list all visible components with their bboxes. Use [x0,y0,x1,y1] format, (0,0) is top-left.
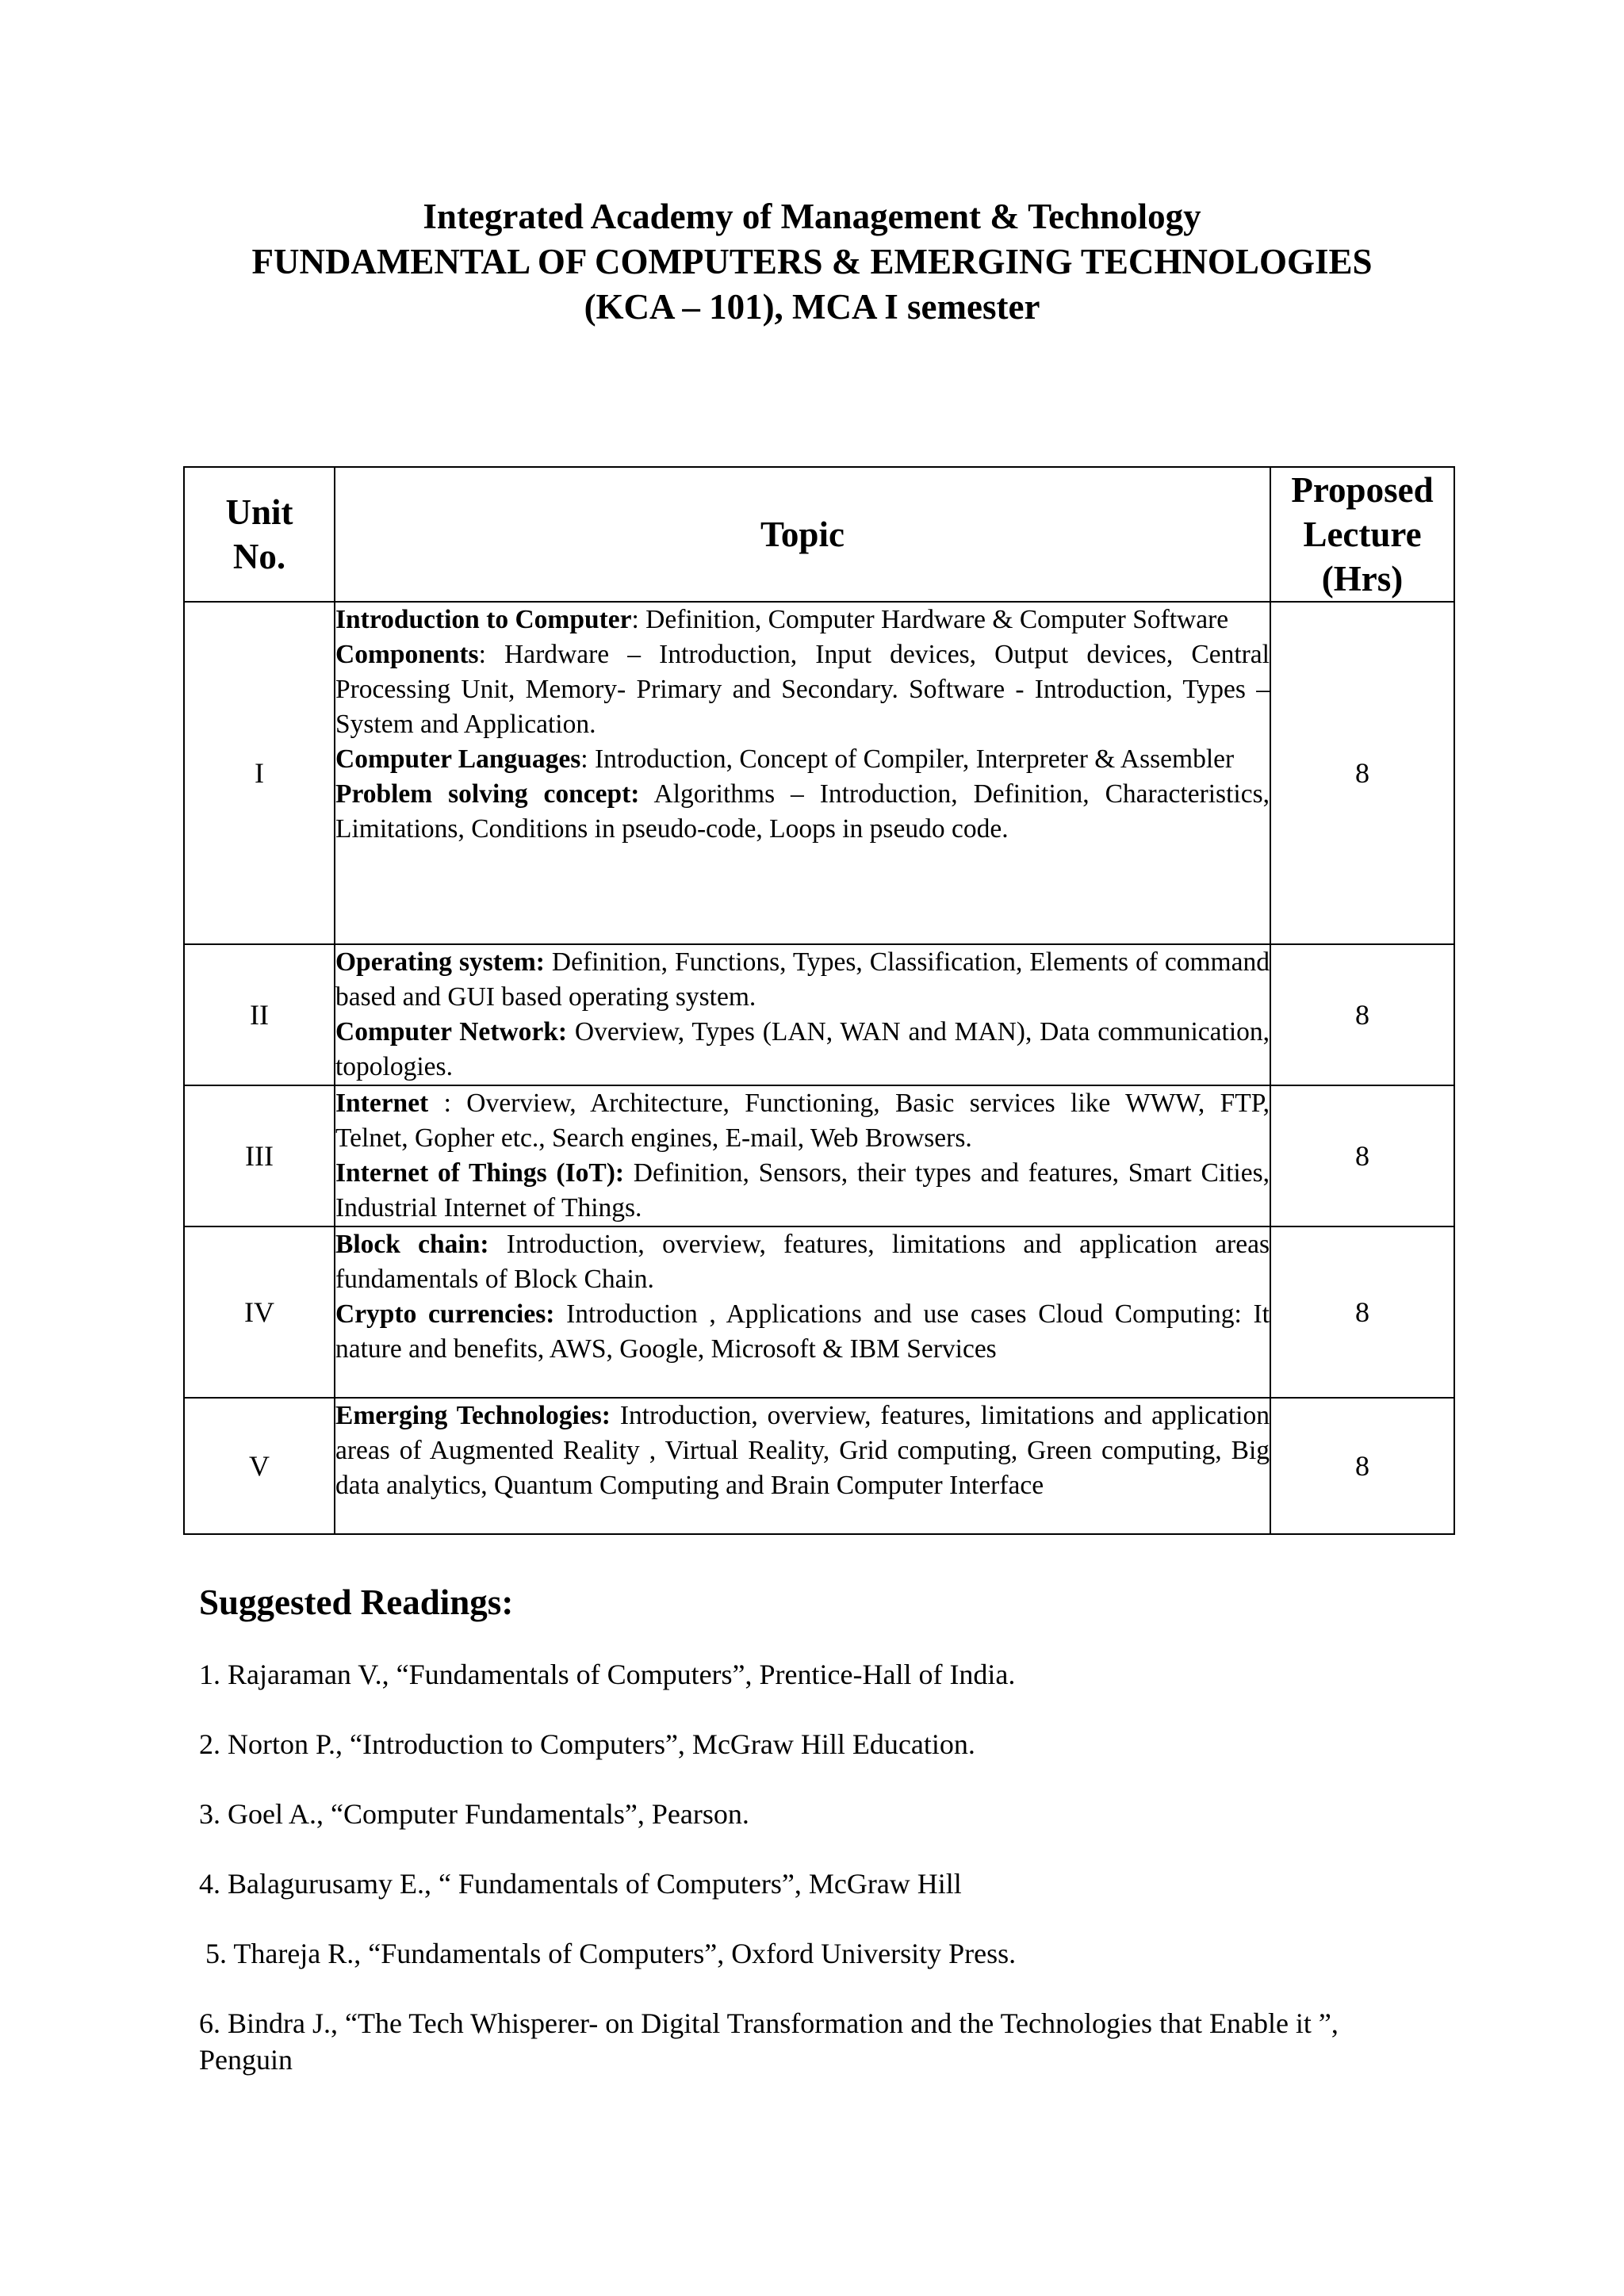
course-title: FUNDAMENTAL OF COMPUTERS & EMERGING TECHNOLOGIES [251,242,1373,281]
syllabus-table [183,466,1455,1535]
topic-text: : Hardware – Introduction, Input devices, Output devices, Central Processing Unit, Memory- Primary and Secondary. Software - Introduction, Types – System and Application. [335,640,1270,739]
topic-cell [335,1226,1270,1398]
readings-title: Suggested Readings: [199,1582,514,1622]
table-row [184,1226,1454,1398]
reading-item: 2. Norton P., “Introduction to Computers”, McGraw Hill Education. [199,1728,975,1760]
hours-column-header: Proposed Lecture (Hrs) [1270,467,1454,602]
reading-item: 1. Rajaraman V., “Fundamentals of Computers”, Prentice-Hall of India. [199,1659,1016,1690]
lecture-hours: 8 [1270,602,1454,944]
topic-heading: Internet of Things (IoT): [335,1158,625,1188]
unit-number: I [184,602,335,944]
topic-part [335,1156,1270,1226]
topic-part [335,1399,1270,1503]
topic-text: : Introduction, Concept of Compiler, Interpreter & Assembler [580,744,1235,774]
table-row [184,1085,1454,1226]
topic-part [335,1297,1270,1367]
topic-cell [335,944,1270,1085]
topic-column-header: Topic [335,467,1270,602]
topic-text: : Definition, Computer Hardware & Computer Software [631,605,1229,634]
topic-heading: Emerging Technologies: [335,1401,611,1430]
topic-heading: Operating system: [335,947,545,977]
topic-text: Definition, Functions, Types, Classification, Elements of command based and GUI based operating system. [335,947,1270,1012]
topic-cell [335,1398,1270,1534]
topic-text: Introduction, overview, features, limitations and application areas fundamentals of Block Chain. [335,1230,1270,1294]
table-row [184,944,1454,1085]
table-row [184,602,1454,944]
suggested-readings [199,1580,1373,2111]
topic-heading: Computer Network: [335,1017,568,1047]
topic-part [335,1086,1270,1156]
lecture-hours: 8 [1270,1398,1454,1534]
topic-heading: Computer Languages [335,744,581,774]
lecture-hours: 8 [1270,1085,1454,1226]
reading-item: 3. Goel A., “Computer Fundamentals”, Pearson. [199,1798,749,1830]
topic-text: Overview, Types (LAN, WAN and MAN), Data communication, topologies. [335,1017,1270,1081]
reading-item: 4. Balagurusamy E., “ Fundamentals of Computers”, McGraw Hill [199,1868,962,1900]
topic-cell [335,1085,1270,1226]
table-row [184,1398,1454,1534]
topic-cell [335,602,1270,944]
lecture-hours: 8 [1270,1226,1454,1398]
unit-number: V [184,1398,335,1534]
reading-item: 5. Thareja R., “Fundamentals of Computers”, Oxford University Press. [205,1938,1017,1969]
topic-heading: Components [335,640,479,669]
lecture-hours: 8 [1270,944,1454,1085]
topic-heading: Block chain: [335,1230,489,1259]
topic-heading: Crypto currencies: [335,1299,555,1329]
topic-heading: Introduction to Computer [335,605,632,634]
topic-text: Introduction , Applications and use cases Cloud Computing: It nature and benefits, AWS, Google, Microsoft & IBM Services [335,1299,1270,1364]
topic-part [335,742,1270,777]
course-code-semester: (KCA – 101), MCA I semester [584,287,1040,327]
topic-heading: Internet [335,1089,429,1118]
topic-part [335,777,1270,847]
reading-item: 6. Bindra J., “The Tech Whisperer- on Digital Transformation and the Technologies that Enable it ”, Penguin [199,2007,1339,2076]
table-header-row [184,467,1454,602]
topic-part [335,603,1270,637]
topic-part [335,1015,1270,1085]
document-header [0,194,1624,330]
topic-text: Introduction, overview, features, limitations and application areas of Augmented Reality , Virtual Reality, Grid computing, Green computing, Big data analytics, Quantum Computing and Brain Computer Interface [335,1401,1270,1500]
topic-part [335,637,1270,742]
unit-number: II [184,944,335,1085]
topic-heading: Problem solving concept: [335,779,640,809]
topic-text: : Overview, Architecture, Functioning, Basic services like WWW, FTP, Telnet, Gopher etc., Search engines, E-mail, Web Browsers. [335,1089,1270,1153]
unit-number: IV [184,1226,335,1398]
topic-text: Definition, Sensors, their types and features, Smart Cities, Industrial Internet of Things. [335,1158,1270,1223]
institute-name: Integrated Academy of Management & Technology [423,197,1201,236]
topic-part [335,945,1270,1015]
topic-part [335,1227,1270,1297]
topic-text: Algorithms – Introduction, Definition, Characteristics, Limitations, Conditions in pseudo-code, Loops in pseudo code. [335,779,1270,844]
unit-column-header: Unit No. [184,467,335,602]
unit-number: III [184,1085,335,1226]
